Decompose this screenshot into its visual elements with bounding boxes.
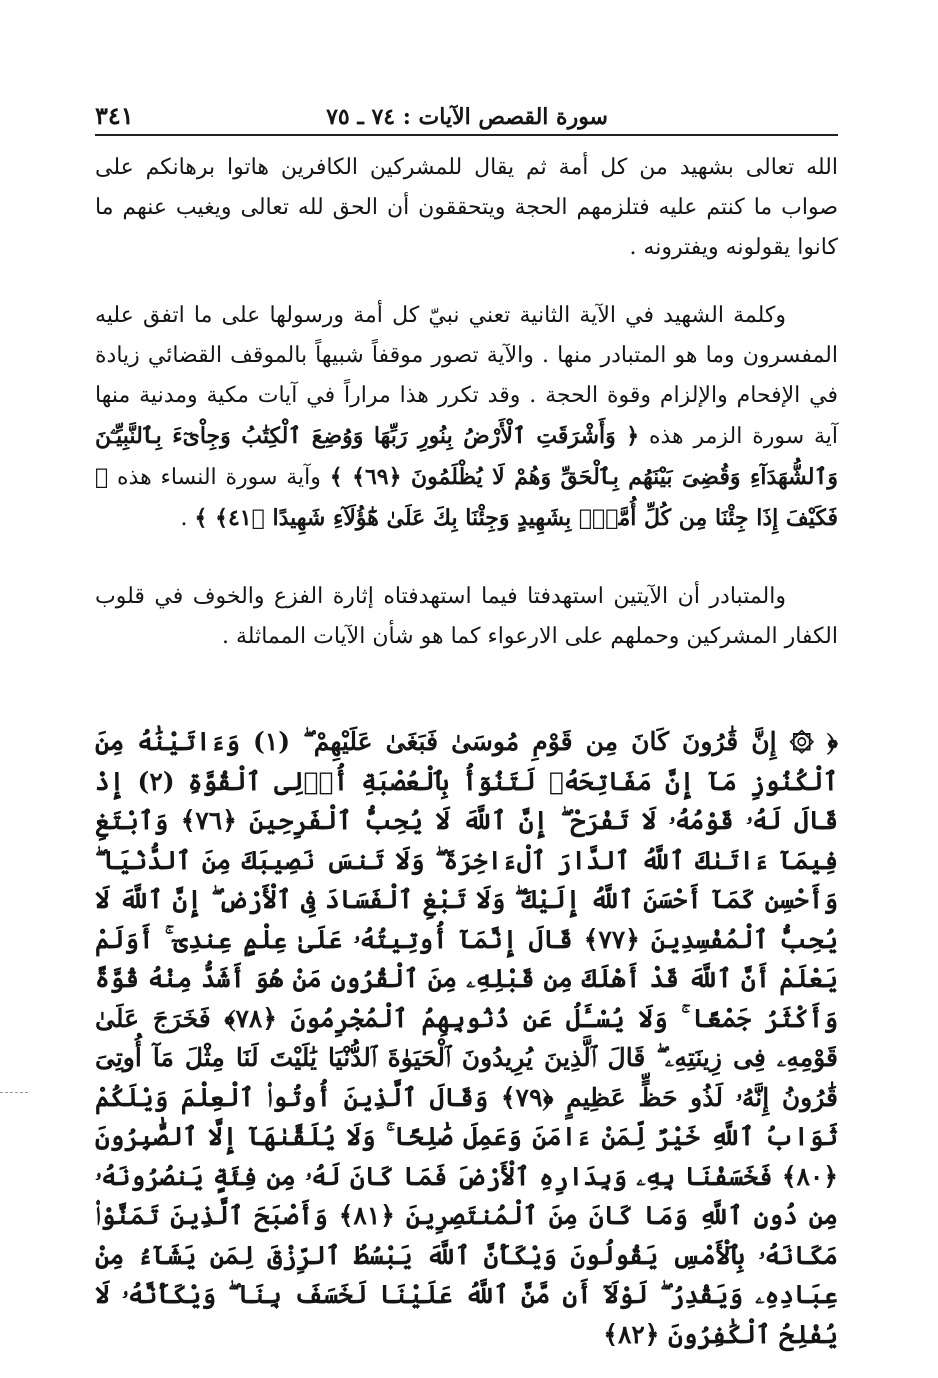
quran-passage: ﴿ ۞ إِنَّ قَٰرُونَ كَانَ مِن قَوْمِ مُوسَىٰ فَبَغَىٰ عَلَيْهِمْ ۖ (١) وَءَاتَيْنَٰهُ مِنَ ٱلْكُنُوزِ مَآ إِنَّ مَفَاتِحَهُۥ لَتَنُوٓأُ بِٱلْعُصْبَةِ أُو۟لِى ٱلْقُوَّةِ (٢) إِذْ قَالَ لَهُۥ قَوْمُهُۥ لَا تَفْرَحْ ۖ إِنَّ ٱللَّهَ لَا يُحِبُّ ٱلْفَرِحِينَ ﴿٧٦﴾ وَٱبْتَغِ فِيمَآ ءَاتَىٰكَ ٱللَّهُ ٱلدَّارَ ٱلْءَاخِرَةَ ۖ وَلَا تَنسَ نَصِيبَكَ مِنَ ٱلدُّنْيَا ۖ وَأَحْسِن كَمَآ أَحْسَنَ ٱللَّهُ إِلَيْكَ ۖ وَلَا تَبْغِ ٱلْفَسَادَ فِى ٱلْأَرْضِ ۖ إِنَّ ٱللَّهَ لَا يُحِبُّ ٱلْمُفْسِدِينَ ﴿٧٧﴾ قَالَ إِنَّمَآ أُوتِيتُهُۥ عَلَىٰ عِلْمٍ عِندِىٓ ۚ أَوَلَمْ يَعْلَمْ أَنَّ ٱللَّهَ قَدْ أَهْلَكَ مِن قَبْلِهِۦ مِنَ ٱلْقُرُونِ مَنْ هُوَ أَشَدُّ مِنْهُ قُوَّةً وَأَكْثَرُ جَمْعًا ۚ وَلَا يُسْـَٔلُ عَن ذُنُوبِهِمُ ٱلْمُجْرِمُونَ ﴿٧٨﴾ فَخَرَجَ عَلَىٰ قَوْمِهِۦ فِى زِينَتِهِۦ ۖ قَالَ ٱلَّذِينَ يُرِيدُونَ ٱلْحَيَوٰةَ ٱلدُّنْيَا يَٰلَيْتَ لَنَا مِثْلَ مَآ أُوتِىَ قَٰرُونُ إِنَّهُۥ لَذُو حَظٍّ عَظِيمٍ ﴿٧٩﴾ وَقَالَ ٱلَّذِينَ أُوتُوا۟ ٱلْعِلْمَ وَيْلَكُمْ ثَوَابُ ٱللَّهِ خَيْرٌ لِّمَنْ ءَامَنَ وَعَمِلَ صَٰلِحًا ۚ وَلَا يُلَقَّىٰهَآ إِلَّا ٱلصَّٰبِرُونَ ﴿٨٠﴾ فَخَسَفْنَا بِهِۦ وَبِدَارِهِ ٱلْأَرْضَ فَمَا كَانَ لَهُۥ مِن فِئَةٍ يَنصُرُونَهُۥ مِن دُونِ ٱللَّهِ وَمَا كَانَ مِنَ ٱلْمُنتَصِرِينَ ﴿٨١﴾ وَأَصْبَحَ ٱلَّذِينَ تَمَنَّوْا۟ مَكَانَهُۥ بِٱلْأَمْسِ يَقُولُونَ وَيْكَأَنَّ ٱللَّهَ يَبْسُطُ ٱلرِّزْقَ لِمَن يَشَآءُ مِنْ عِبَادِهِۦ وَيَقْدِرُ ۖ لَوْلَآ أَن مَّنَّ ٱللَّهُ عَلَيْنَا لَخَسَفَ بِنَا ۖ وَيْكَأَنَّهُۥ لَا يُفْلِحُ ٱلْكَٰفِرُونَ ﴿٨٢﴾ bbox=[95, 727, 839, 1349]
scan-edge-mark bbox=[0, 1092, 28, 1093]
page-number: ٣٤١ bbox=[95, 101, 134, 130]
paragraph-1: الله تعالى بشهيد من كل أمة ثم يقال للمشركين الكافرين هاتوا برهانكم على صواب ما كنتم عليه فتلزمهم الحجة ويتحققون أن الحق لله تعالى ويغيب عنهم ما كانوا يقولونه ويفترونه . bbox=[95, 155, 838, 260]
quran-verse-nisa: ﴿ فَكَيْفَ إِذَا جِئْنَا مِن كُلِّ أُمَّةٍۭ بِشَهِيدٍ وَجِئْنَا بِكَ عَلَىٰ هَٰٓؤُلَآءِ شَهِيدًا ﴿٤١﴾ ﴾ bbox=[95, 464, 838, 531]
page-header bbox=[95, 96, 838, 132]
header-divider bbox=[95, 134, 838, 136]
paragraph-2-text-after: . bbox=[180, 506, 188, 531]
paragraph-3: والمتبادر أن الآيتين استهدفتا فيما استهدفتاه إثارة الفزع والخوف في قلوب الكفار المشركين وحملهم على الارعواء كما هو شأن الآيات المماثلة . bbox=[95, 584, 838, 649]
chapter-title: سورة القصص الآيات : ٧٤ ـ ٧٥ bbox=[326, 104, 608, 130]
quran-verse-zumar: ﴿ وَأَشْرَقَتِ ٱلْأَرْضُ بِنُورِ رَبِّهَا وَوُضِعَ ٱلْكِتَٰبُ وَجِاْىٓءَ بِٱلنَّبِيِّـۧنَ وَٱلشُّهَدَآءِ وَقُضِىَ بَيْنَهُم بِٱلْحَقِّ وَهُمْ لَا يُظْلَمُونَ ﴿٦٩﴾ ﴾ bbox=[95, 423, 838, 490]
paragraph-2-text-middle: وآية سورة النساء هذه bbox=[117, 465, 321, 490]
paragraph-2-text-before: وكلمة الشهيد في الآية الثانية تعني نبيّ كل أمة ورسولها على ما اتفق عليه المفسرون وما هو المتبادر منها . والآية تصور موقفاً شبيهاً بالموقف القضائي زيادة في الإفحام والإلزام وقوة الحجة . وقد تكرر هذا مراراً في آيات مكية ومدنية منها آية سورة الزمر هذه bbox=[95, 303, 838, 449]
paragraph-2 bbox=[95, 296, 838, 539]
